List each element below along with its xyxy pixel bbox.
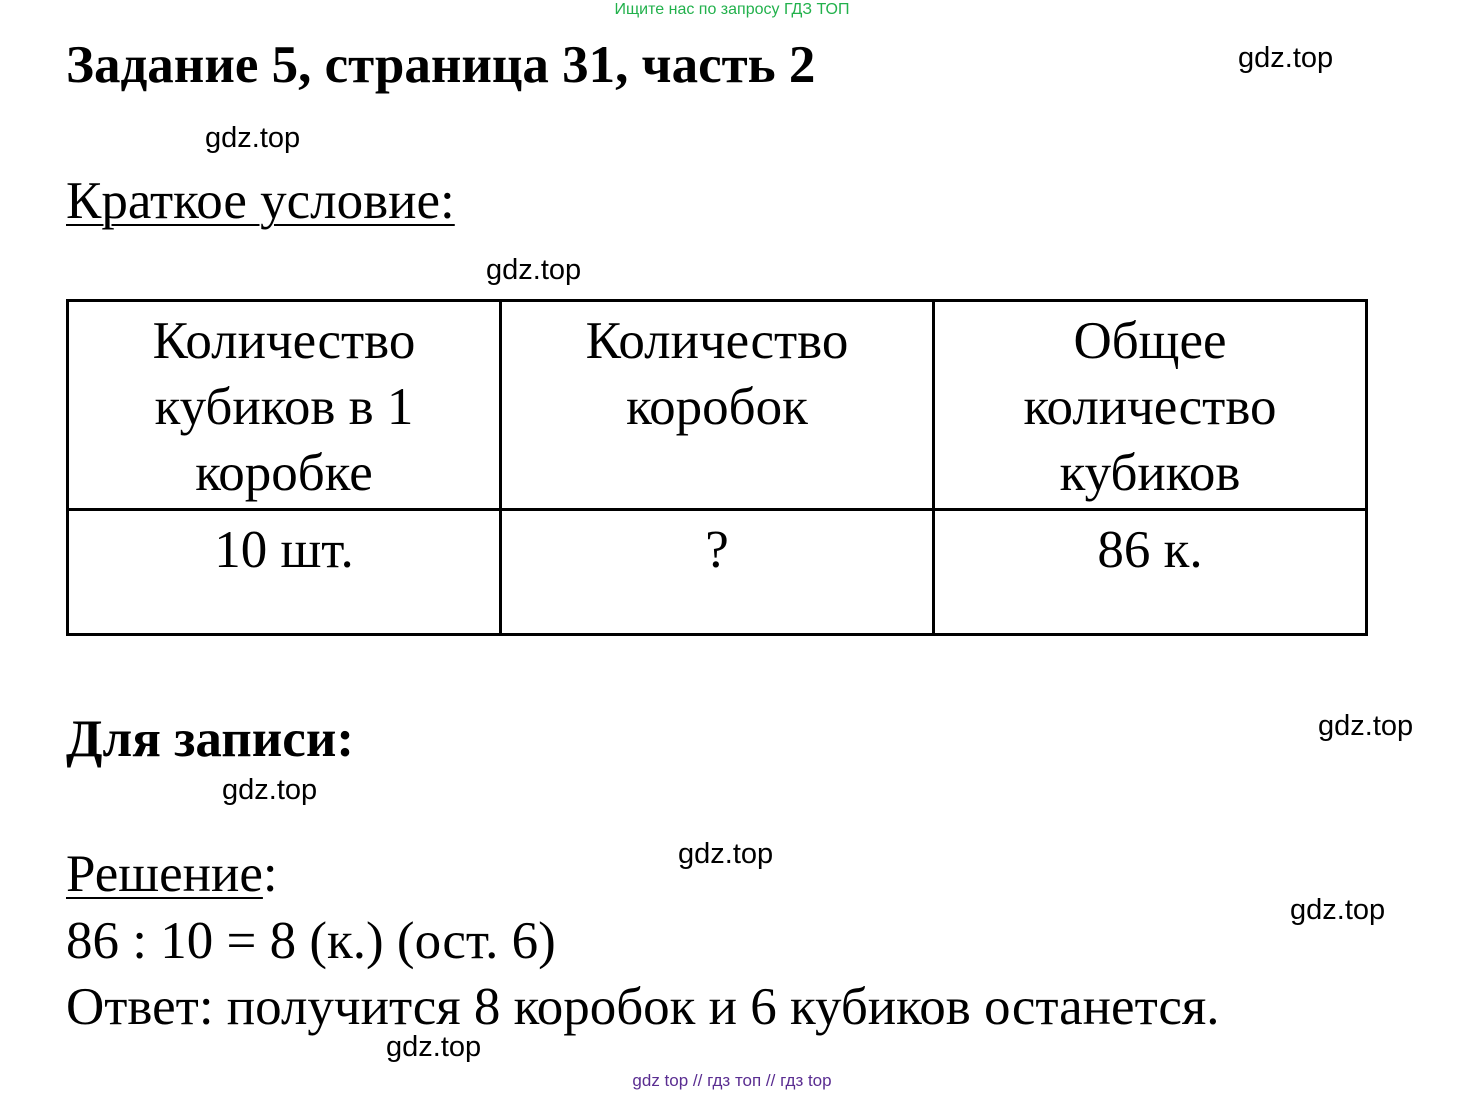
table-row xyxy=(68,510,1367,635)
solution-heading-label: Решение xyxy=(66,845,263,903)
solution-expression: 86 : 10 = 8 (к.) (ост. 6) xyxy=(66,912,556,970)
footer-links[interactable]: gdz top // гдз топ // гдз top xyxy=(632,1071,832,1090)
column-header: Количество коробок xyxy=(501,301,934,510)
solution-heading xyxy=(66,843,278,907)
watermark: gdz.top xyxy=(222,774,318,806)
watermark: gdz.top xyxy=(1238,42,1334,74)
watermark: gdz.top xyxy=(486,254,582,286)
table-cell: ? xyxy=(501,510,934,635)
notes-heading: Для записи: xyxy=(66,710,355,768)
column-header: Количество кубиков в 1 коробке xyxy=(68,301,501,510)
condition-table xyxy=(66,299,1368,636)
table-cell: 10 шт. xyxy=(68,510,501,635)
table-cell: 86 к. xyxy=(934,510,1367,635)
watermark: gdz.top xyxy=(1318,710,1414,742)
watermark: gdz.top xyxy=(205,122,301,154)
table-header-row xyxy=(68,301,1367,510)
solution-heading-colon: : xyxy=(262,845,278,903)
condition-heading: Краткое условие: xyxy=(66,172,455,230)
page-title: Задание 5, страница 31, часть 2 xyxy=(66,36,816,94)
search-banner[interactable]: Ищите нас по запросу ГДЗ ТОП xyxy=(614,1,850,18)
answer-text: Ответ: получится 8 коробок и 6 кубиков останется. xyxy=(66,978,1220,1036)
column-header: Общее количество кубиков xyxy=(934,301,1367,510)
watermark: gdz.top xyxy=(386,1031,482,1063)
watermark: gdz.top xyxy=(1290,894,1386,926)
watermark: gdz.top xyxy=(678,838,774,870)
